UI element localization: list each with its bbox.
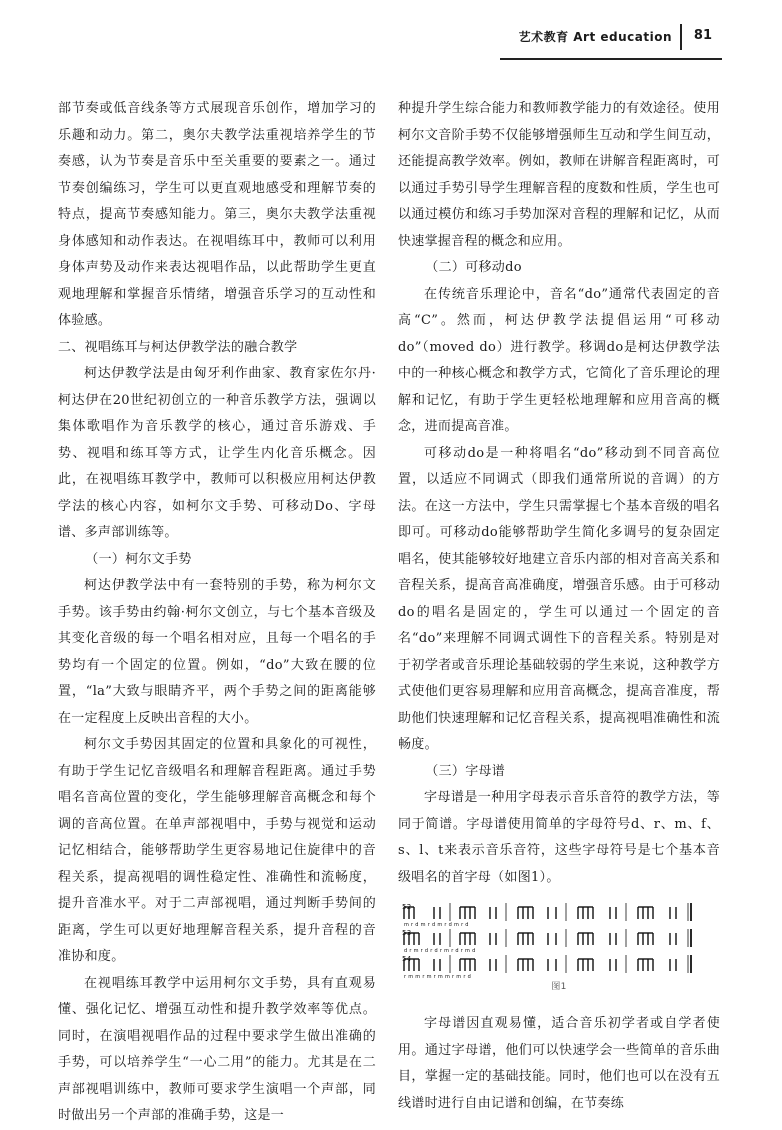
solfege-letters: m r d m r d m r d m r d [404, 922, 469, 928]
paragraph: 字母谱因直观易懂，适合音乐初学者或自学者使用。通过字母谱，他们可以快速学会一些简单的音乐曲目，掌握一定的基础技能。同时，他们也可以在没有五线谱时进行自由记谱和创编，在节奏练 [398, 1016, 720, 1111]
row-number: 52 [402, 903, 412, 911]
subsection-heading: （一）柯尔文手势 [85, 551, 192, 567]
paragraph: 在视唱练耳教学中运用柯尔文手势，具有直观易懂、强化记忆、增强互动性和提升教学效率等优点。同时，在演唱视唱作品的过程中要求学生做出准确的手势，可以培养学生“一心二用”的能力。尤其是在二声部视唱训练中，教师可要求学生演唱一个声部，同时做出另一个声部的准确手势，这是一 [58, 975, 376, 1123]
row-number: 53 [402, 929, 412, 937]
subsection-heading: （二）可移动do [425, 260, 522, 275]
page-header [0, 18, 782, 58]
journal-title: 艺术教育 Art education [518, 30, 672, 44]
solfege-letters: d r m r d r d r m r d r m d [404, 948, 476, 954]
right-column [398, 96, 720, 1117]
subsection-heading: （三）字母谱 [425, 763, 506, 779]
letter-notation-figure [398, 899, 720, 993]
row-number: 54 [402, 955, 412, 963]
paragraph: 字母谱是一种用字母表示音乐音符的教学方法，等同于简谱。字母谱使用简单的字母符号d、r、m、f、s、l、t来表示音乐音符，这些字母符号是七个基本音级唱名的首字母（如图1）。 [398, 790, 720, 885]
paragraph: 种提升学生综合能力和教师教学能力的有效途径。使用柯尔文音阶手势不仅能够增强师生互动和学生间互动，还能提高教学效率。例如，教师在讲解音程距离时，可以通过手势引导学生理解音程的度数和性质，学生也可以通过模仿和练习手势加深对音程的理解和记忆，从而快速掌握音程的概念和应用。 [398, 101, 720, 249]
figure-caption: 图1 [551, 982, 567, 992]
paragraph: 柯达伊教学法是由匈牙利作曲家、教育家佐尔丹·柯达伊在20世纪初创立的一种音乐教学方法，强调以集体歌唱作为音乐教学的核心，通过音乐游戏、手势、视唱和练耳等方式，让学生内化音乐概念。因此，在视唱练耳教学中，教师可以积极应用柯达伊教学法的核心内容，如柯尔文手势、可移动Do、字母谱、多声部训练等。 [58, 366, 376, 540]
section-heading: 二、视唱练耳与柯达伊教学法的融合教学 [58, 339, 298, 355]
left-column [58, 96, 376, 1130]
paragraph: 部节奏或低音线条等方式展现音乐创作，增加学习的乐趣和动力。第二，奥尔夫教学法重视培养学生的节奏感，认为节奏是音乐中至关重要的要素之一。通过节奏创编练习，学生可以更直观地感受和理解节奏的特点，提高节奏感知能力。第三，奥尔夫教学法重视身体感知和动作表达。在视唱练耳中，教师可以利用身体声势及动作来表达视唱作品，以此帮助学生更直观地理解和掌握音乐情绪，增强音乐学习的互动性和体验感。 [58, 101, 376, 328]
header-separator [680, 24, 682, 50]
solfege-letters: r m m r m r m m r m r d [404, 974, 472, 980]
page-number: 81 [693, 28, 712, 43]
paragraph: 柯尔文手势因其固定的位置和具象化的可视性，有助于学生记忆音级唱名和理解音程距离。通过手势唱名音高位置的变化，学生能够理解音高概念和每个调的音高位置。在单声部视唱中，手势与视觉和运动记忆相结合，能够帮助学生更容易地记住旋律中的音程关系，提高视唱的调性稳定性、准确性和流畅度，提升音准水平。对于二声部视唱，通过判断手势间的距离，学生可以更好地理解音程关系，提升音程的音准协和度。 [58, 737, 376, 964]
paragraph: 柯达伊教学法中有一套特别的手势，称为柯尔文手势。该手势由约翰·柯尔文创立，与七个基本音级及其变化音级的每一个唱名相对应，且每一个唱名的手势均有一个固定的位置。例如，“do”大致在腰的位置，“la”大致与眼睛齐平，两个手势之间的距离能够在一定程度上反映出音程的大小。 [58, 578, 376, 726]
paragraph: 可移动do是一种将唱名“do”移动到不同音高位置，以适应不同调式（即我们通常所说的音调）的方法。在这一方法中，学生只需掌握七个基本音级的唱名即可。可移动do能够帮助学生简化多调号的复杂固定唱名，使其能够较好地建立音乐内部的相对音高关系和音程关系，提高音高准确度，增强音乐感。由于可移动do的唱名是固定的，学生可以通过一个固定的音名“do”来理解不同调式调性下的音程关系。特别是对于初学者或音乐理论基础较弱的学生来说，这种教学方式使他们更容易理解和应用音高概念，提高音准度，帮助他们快速理解和记忆音程关系，提高视唱准确性和流畅度。 [398, 445, 720, 752]
notation-row-2 [404, 929, 691, 947]
rhythm-notation-image [398, 899, 698, 981]
notation-row-3 [404, 955, 691, 973]
notation-row-1 [404, 903, 691, 921]
paragraph: 在传统音乐理论中，音名“do”通常代表固定的音高“C”。然而，柯达伊教学法提倡运用“可移动do”（moved do）进行教学。移调do是柯达伊教学法中的一种核心概念和教学方式，它简化了音乐理论的理解和记忆，有助于学生更轻松地理解和应用音高的概念，进而提高音准。 [398, 286, 720, 434]
